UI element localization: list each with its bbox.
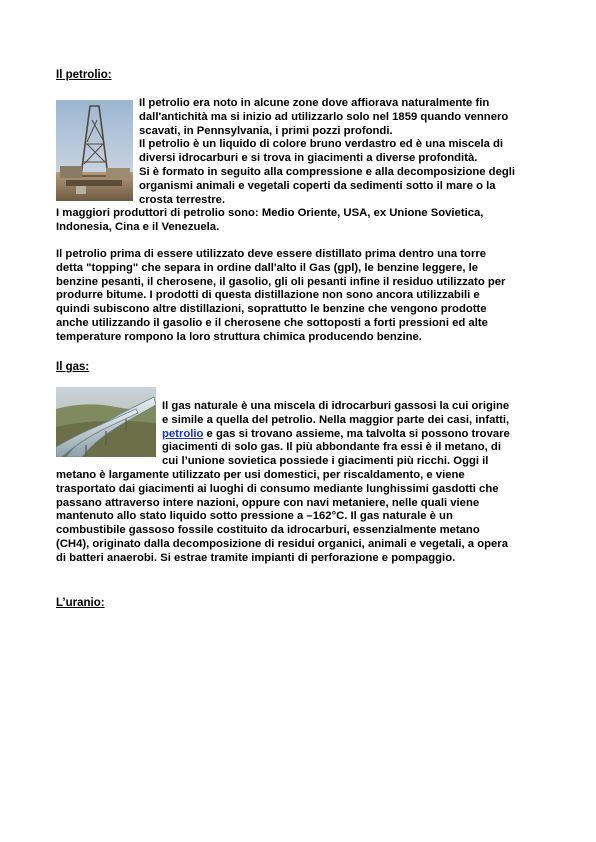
intro-line: organismi animali e vegetali coperti da sedimenti sotto il mare o la [139,179,496,192]
distill-line: Il petrolio prima di essere utilizzato deve essere distillato prima dentro una torre [56,248,487,260]
gas-line-text: e gas si trovano assieme, ma talvolta si possono trovare [203,427,510,440]
intro-line: scavati, in Pennsylvania, i primi pozzi profondi. [139,124,393,137]
distill-line: produrre bitume. I prodotti di questa distillazione non sono ancora utilizzabili e [56,289,480,302]
gas-rest-line: passano attraverso intere nazioni, oppure con navi metaniere, nelle quali viene [56,496,480,509]
gas-wrap-text [162,400,542,470]
petrolio-heading: Il petrolio: [56,69,112,81]
petrolio-producers [56,207,556,235]
gas-rest-line: di batteri anaerobi. Si estrae tramite impianti di perforazione e pompaggio. [56,551,456,564]
gas-line: Il gas naturale è una miscela di idrocarburi gassosi la cui origine [162,400,510,412]
petrolio-link[interactable]: petrolio [162,427,204,440]
gas-line [162,428,510,442]
intro-line: diversi idrocarburi e si trova in giacimenti a diverse profondità. [139,152,478,165]
gas-line: cui l’unione sovietica possiede i giacimenti più ricchi. Oggi il [162,455,489,468]
intro-line: Il petrolio era noto in alcune zone dove affiorava naturalmente fin [139,97,490,109]
gas-rest-line: (CH4), originato dalla decomposizione di residui organici, animali e vegetali, a opera [56,538,508,550]
gas-heading: Il gas: [56,361,90,373]
distill-line: benzine pesanti, il cherosene, il gasolio, gli oli pesanti infine il residuo utilizzato per [56,275,506,288]
uranio-heading: L’uranio: [56,597,105,609]
intro-line: Si è formato in seguito alla compressione e alla decomposizione degli [139,166,516,178]
oil-rig-photo [56,100,133,201]
distill-line: quindi subiscono altre distillazioni, soprattutto le benzine che vengono prodotte [56,303,487,316]
petrolio-intro [139,97,559,209]
gas-rest-line: combustibile gassoso fossile costituito da idrocarburi, essenzialmente metano [56,524,480,537]
gas-rest-text [56,469,556,567]
pipeline-photo [56,387,156,457]
producers-line: Indonesia, Cina e il Venezuela. [56,220,220,233]
petrolio-distillation [56,248,556,346]
gas-line: giacimenti di solo gas. Il più abbondante fra essi è il metano, di [162,441,501,454]
intro-line: crosta terrestre. [139,193,226,206]
gas-rest-line: mantenuto allo stato liquido sotto pressione a –162°C. Il gas naturale è un [56,510,453,523]
producers-line: I maggiori produttori di petrolio sono: Medio Oriente, USA, ex Unione Sovietica, [56,207,484,219]
gas-rest-line: metano è largamente utilizzato per usi domestici, per riscaldamento, e viene [56,469,465,481]
distill-line: anche utilizzando il gasolio e il cherosene che sottoposti a forti pressioni ed alte [56,317,488,329]
distill-line: temperature rompono la loro struttura chimica producendo benzine. [56,330,422,343]
gas-rest-line: trasportato dai giacimenti ai luoghi di consumo mediante lunghissimi gasdotti che [56,482,499,495]
distill-line: detta "topping" che separa in ordine dall'alto il Gas (gpl), le benzine leggere, le [56,261,479,274]
gas-line: e simile a quella del petrolio. Nella maggior parte dei casi, infatti, [162,413,510,426]
intro-line: dall'antichità ma si inizio ad utilizzarlo solo nel 1859 quando vennero [139,110,509,123]
intro-line: Il petrolio è un liquido di colore bruno verdastro ed è una miscela di [139,138,504,151]
oil-rig-image [56,100,133,201]
pipeline-image [56,387,156,457]
